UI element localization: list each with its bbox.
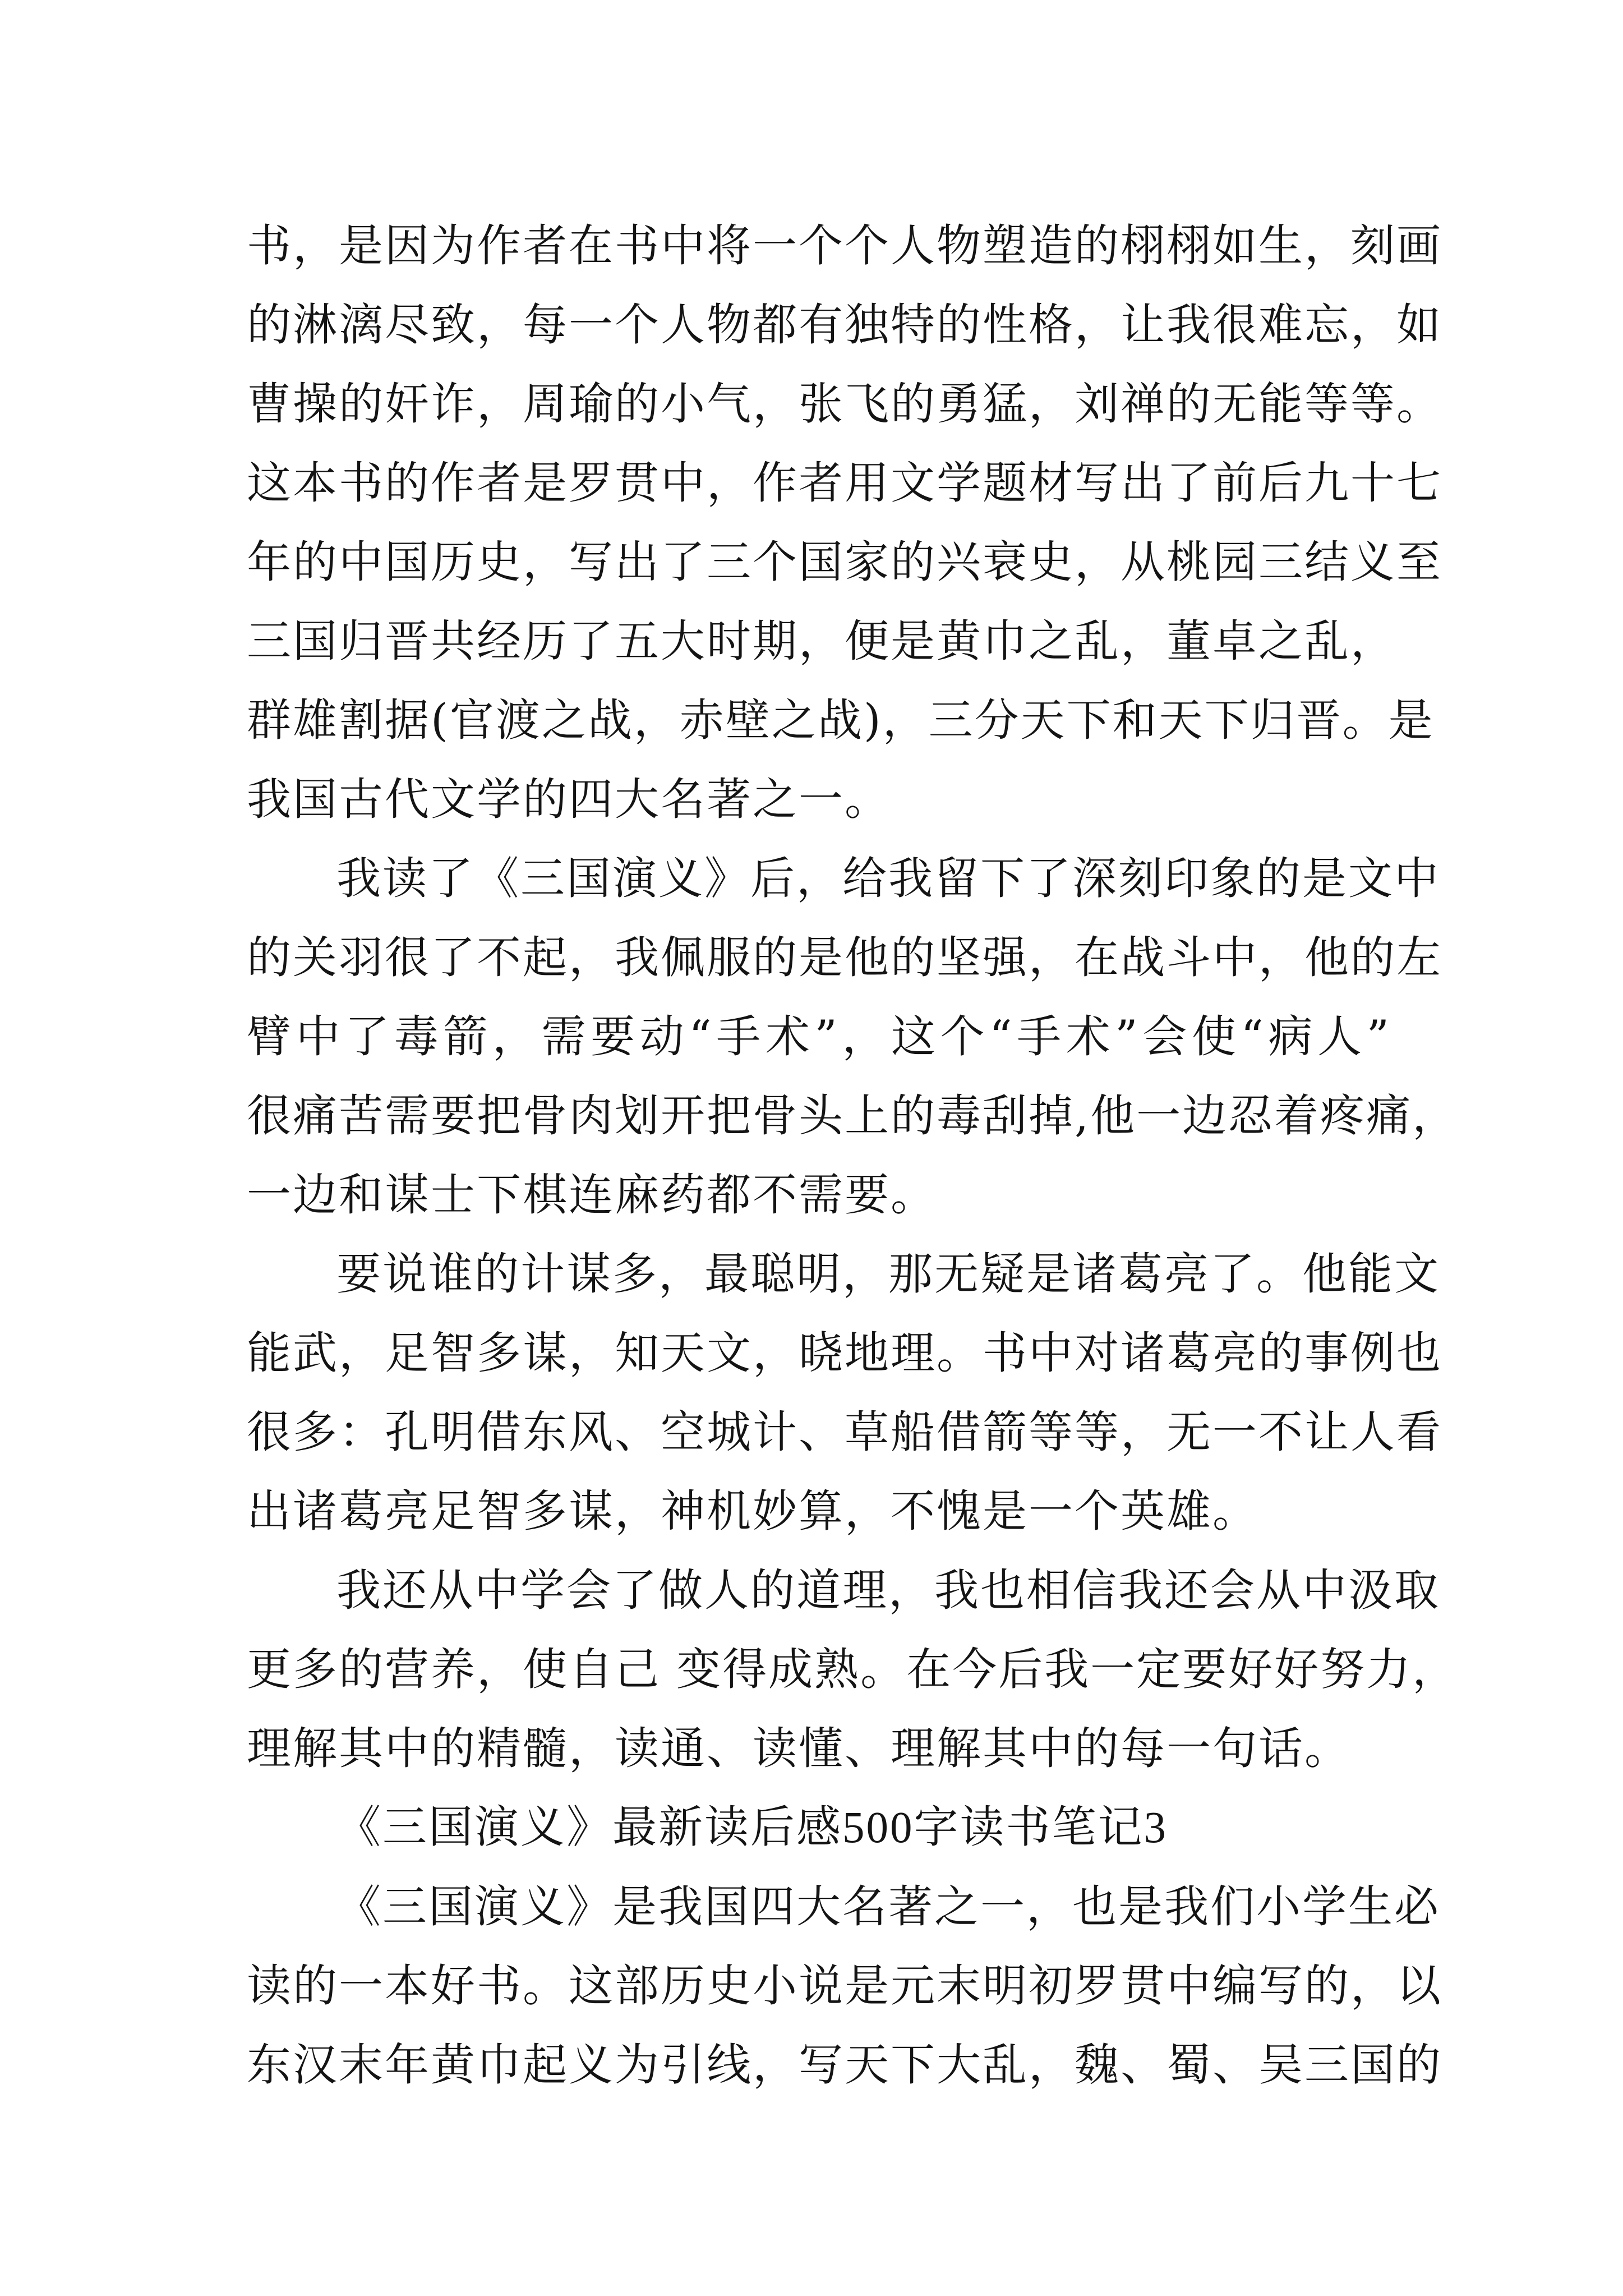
text-line: 理解其中的精髓，读通、读懂、理解其中的每一句话。: [247, 1723, 1350, 1774]
text-line: 年的中国历史，写出了三个国家的兴衰史，从桃园三结义至: [247, 536, 1442, 588]
paragraph: [247, 1867, 1442, 2105]
text-line: 我还从中学会了做人的道理，我也相信我还会从中汲取: [336, 1565, 1440, 1616]
text-line: 要说谁的计谋多，最聪明，那无疑是诸葛亮了。他能文: [336, 1248, 1440, 1300]
text-line: 我国古代文学的四大名著之一。: [247, 774, 891, 825]
paragraph: [247, 1235, 1442, 1551]
text-line: 出诸葛亮足智多谋，神机妙算，不愧是一个英雄。: [247, 1485, 1258, 1537]
document-body: [247, 206, 1459, 2105]
text-line: 的淋漓尽致，每一个人物都有独特的性格，让我很难忘，如: [247, 299, 1442, 351]
text-line: 读的一本好书。这部历史小说是元末明初罗贯中编写的，以: [247, 1960, 1442, 2012]
text-line: 很多：孔明借东风、空城计、草船借箭等等，无一不让人看: [247, 1406, 1442, 1458]
paragraph: [247, 1551, 1459, 1788]
paragraph: [247, 206, 1442, 839]
paragraph: [247, 839, 1459, 1235]
text-line: 我读了《三国演义》后，给我留下了深刻印象的是文中: [336, 853, 1440, 904]
section-heading: [247, 1788, 1391, 1867]
text-line: 能武，足智多谋，知天文，晓地理。书中对诸葛亮的事例也: [247, 1327, 1442, 1379]
text-line: 很痛苦需要把骨肉划开把骨头上的毒刮掉,他一边忍着疼痛，: [247, 1090, 1459, 1142]
text-line: 东汉末年黄巾起义为引线，写天下大乱，魏、蜀、吴三国的: [247, 2039, 1442, 2091]
text-line: 这本书的作者是罗贯中，作者用文学题材写出了前后九十七: [247, 457, 1442, 509]
heading-text: 《三国演义》最新读后感500字读书笔记3: [336, 1803, 1168, 1852]
text-line: 臂中了毒箭，需要动“手术”，这个“手术”会使“病人”: [247, 1011, 1391, 1062]
text-line: 《三国演义》是我国四大名著之一，也是我们小学生必: [336, 1881, 1440, 1932]
text-line: 的关羽很了不起，我佩服的是他的坚强，在战斗中，他的左: [247, 932, 1442, 983]
text-line: 三国归晋共经历了五大时期，便是黄巾之乱，董卓之乱，: [247, 615, 1396, 667]
text-line: 一边和谋士下棋连麻药都不需要。: [247, 1169, 937, 1221]
text-line: 群雄割据(官渡之战，赤壁之战)，三分天下和天下归晋。是: [247, 694, 1435, 746]
text-line: 曹操的奸诈，周瑜的小气，张飞的勇猛，刘禅的无能等等。: [247, 378, 1442, 430]
text-line: 书，是因为作者在书中将一个个人物塑造的栩栩如生，刻画: [247, 220, 1442, 272]
text-line: 更多的营养，使自己 变得成熟。在今后我一定要好好努力，: [247, 1644, 1459, 1695]
